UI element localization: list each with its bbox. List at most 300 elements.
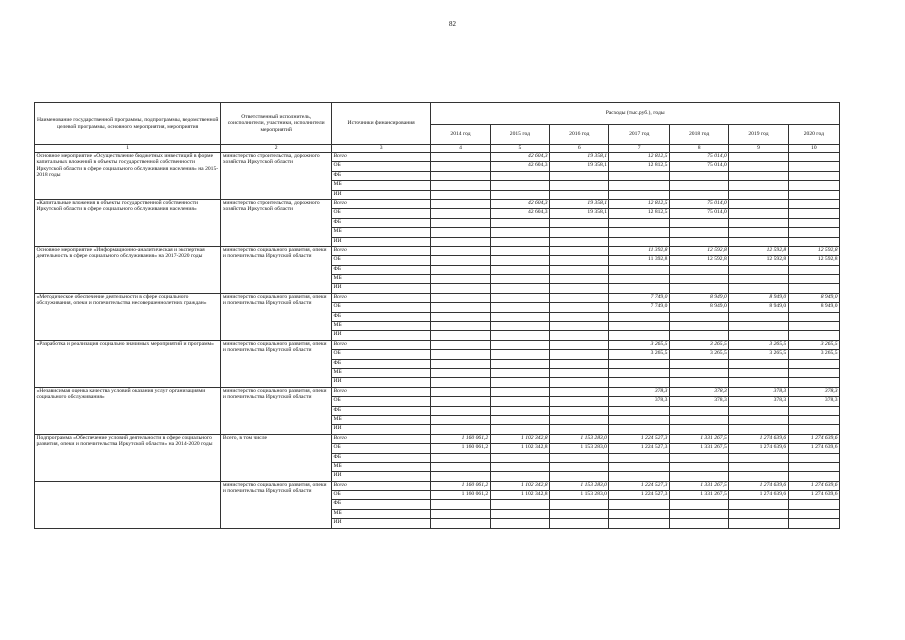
amount-cell [729, 453, 788, 462]
funding-source: ИИ [331, 472, 430, 481]
amount-cell [669, 378, 728, 387]
funding-source: ИИ [331, 237, 430, 246]
column-number: 9 [729, 145, 788, 153]
amount-cell [431, 462, 490, 471]
amount-cell [788, 331, 839, 340]
amount-cell [431, 359, 490, 368]
amount-cell [609, 462, 669, 471]
amount-cell [729, 190, 788, 199]
amount-cell [788, 228, 839, 237]
funding-source: Всего [331, 340, 430, 349]
amount-cell: 12 592,8 [788, 256, 839, 265]
amount-cell [490, 303, 549, 312]
amount-cell [609, 265, 669, 274]
amount-cell [729, 181, 788, 190]
amount-cell [550, 284, 609, 293]
amount-cell: 19 358,1 [550, 153, 609, 162]
executor: министерство социального развития, опеки и попечительства Иркутской области [221, 293, 332, 340]
amount-cell [490, 256, 549, 265]
funding-source: Всего [331, 153, 430, 162]
amount-cell [788, 425, 839, 434]
amount-cell [550, 387, 609, 396]
amount-cell [550, 237, 609, 246]
table-row [35, 387, 840, 396]
amount-cell [490, 284, 549, 293]
amount-cell: 12 592,8 [788, 246, 839, 255]
amount-cell: 1 160 061,2 [431, 434, 490, 443]
header-year: 2020 год [788, 125, 839, 145]
amount-cell [788, 181, 839, 190]
amount-cell [788, 500, 839, 509]
amount-cell [609, 171, 669, 180]
amount-cell [788, 519, 839, 528]
amount-cell [431, 218, 490, 227]
measure-name: Подпрограмма «Обеспечение условий деятельности в сфере социального развития, опеки и попечительства Иркутской области» на 2014-2020 годы [35, 434, 221, 481]
amount-cell: 8 949,0 [788, 293, 839, 302]
measure-name: «Методическое обеспечение деятельности в сфере социального обслуживания, опеки и попечительства несовершеннолетних граждан» [35, 293, 221, 340]
amount-cell [550, 228, 609, 237]
executor: министерство социального развития, опеки и попечительства Иркутской области [221, 340, 332, 387]
amount-cell: 42 604,3 [490, 209, 549, 218]
amount-cell [609, 406, 669, 415]
table-body [35, 153, 840, 529]
amount-cell [669, 472, 728, 481]
funding-source: ФБ [331, 265, 430, 274]
amount-cell [729, 265, 788, 274]
amount-cell [609, 509, 669, 518]
amount-cell [490, 350, 549, 359]
amount-cell [431, 406, 490, 415]
amount-cell [609, 284, 669, 293]
amount-cell [609, 228, 669, 237]
amount-cell [550, 171, 609, 180]
amount-cell: 1 153 283,0 [550, 444, 609, 453]
amount-cell [609, 275, 669, 284]
amount-cell [431, 397, 490, 406]
amount-cell: 12 812,5 [609, 162, 669, 171]
amount-cell [490, 181, 549, 190]
funding-source: ОБ [331, 162, 430, 171]
table-row [35, 246, 840, 255]
amount-cell [609, 359, 669, 368]
executor: министерство социального развития, опеки и попечительства Иркутской области [221, 387, 332, 434]
amount-cell: 1 274 639,6 [788, 491, 839, 500]
amount-cell [729, 500, 788, 509]
amount-cell [788, 368, 839, 377]
amount-cell: 3 265,5 [609, 350, 669, 359]
table-row [35, 199, 840, 208]
amount-cell [788, 472, 839, 481]
amount-cell [431, 378, 490, 387]
funding-source: ИИ [331, 284, 430, 293]
amount-cell [431, 340, 490, 349]
amount-cell: 75 014,0 [669, 209, 728, 218]
amount-cell [431, 350, 490, 359]
amount-cell [609, 415, 669, 424]
amount-cell [669, 218, 728, 227]
amount-cell [431, 265, 490, 274]
executor: министерство социального развития, опеки и попечительства Иркутской области [221, 246, 332, 293]
amount-cell [431, 181, 490, 190]
funding-source: МБ [331, 228, 430, 237]
header-year: 2015 год [490, 125, 549, 145]
amount-cell [609, 218, 669, 227]
amount-cell: 1 274 639,6 [729, 491, 788, 500]
amount-cell [550, 509, 609, 518]
amount-cell: 8 949,0 [669, 303, 728, 312]
amount-cell [729, 209, 788, 218]
amount-cell: 8 949,0 [729, 303, 788, 312]
amount-cell [729, 406, 788, 415]
column-number: 3 [331, 145, 430, 153]
amount-cell [669, 415, 728, 424]
amount-cell [490, 190, 549, 199]
measure-name [35, 481, 221, 528]
amount-cell [669, 331, 728, 340]
column-number: 2 [221, 145, 332, 153]
amount-cell [490, 368, 549, 377]
amount-cell [550, 453, 609, 462]
amount-cell: 12 592,8 [729, 256, 788, 265]
column-number: 10 [788, 145, 839, 153]
funding-source: МБ [331, 509, 430, 518]
amount-cell: 378,3 [788, 387, 839, 396]
amount-cell: 1 331 267,5 [669, 434, 728, 443]
amount-cell: 3 265,5 [788, 340, 839, 349]
amount-cell [431, 209, 490, 218]
amount-cell [609, 190, 669, 199]
amount-cell [729, 171, 788, 180]
amount-cell [431, 237, 490, 246]
amount-cell: 1 224 527,3 [609, 481, 669, 490]
amount-cell: 19 358,1 [550, 209, 609, 218]
funding-source: ИИ [331, 519, 430, 528]
amount-cell [609, 322, 669, 331]
financing-table [34, 102, 840, 529]
funding-source: ФБ [331, 218, 430, 227]
amount-cell: 378,3 [788, 397, 839, 406]
amount-cell [490, 218, 549, 227]
amount-cell [431, 472, 490, 481]
amount-cell [550, 275, 609, 284]
header-year: 2019 год [729, 125, 788, 145]
amount-cell [609, 181, 669, 190]
amount-cell: 3 265,5 [788, 350, 839, 359]
measure-name: Основное мероприятие «Осуществление бюджетных инвестиций в форме капитальных вложений в объекты государственной собственности Иркутской области в сфере социального обслуживания населения» на 2015-2018 годы [35, 153, 221, 200]
measure-name: «Разработка и реализация социально значимых мероприятий и программ» [35, 340, 221, 387]
amount-cell [609, 312, 669, 321]
executor: Всего, в том числе [221, 434, 332, 481]
amount-cell [729, 378, 788, 387]
funding-source: ИИ [331, 331, 430, 340]
funding-source: Всего [331, 246, 430, 255]
amount-cell [550, 265, 609, 274]
header-sources: Источники финансирования [331, 103, 430, 145]
amount-cell [431, 153, 490, 162]
amount-cell [729, 218, 788, 227]
amount-cell [729, 322, 788, 331]
table-row [35, 340, 840, 349]
amount-cell: 12 812,5 [609, 153, 669, 162]
amount-cell: 378,3 [669, 397, 728, 406]
amount-cell [550, 190, 609, 199]
amount-cell [550, 500, 609, 509]
amount-cell: 3 265,5 [609, 340, 669, 349]
amount-cell [669, 500, 728, 509]
table-row [35, 481, 840, 490]
amount-cell: 378,3 [609, 397, 669, 406]
amount-cell: 378,3 [729, 387, 788, 396]
amount-cell [669, 519, 728, 528]
amount-cell [431, 199, 490, 208]
amount-cell [729, 199, 788, 208]
amount-cell [788, 406, 839, 415]
executor: министерство строительства, дорожного хозяйства Иркутской области [221, 153, 332, 200]
amount-cell: 8 949,0 [788, 303, 839, 312]
amount-cell [788, 190, 839, 199]
amount-cell [550, 406, 609, 415]
column-number: 6 [550, 145, 609, 153]
amount-cell [431, 246, 490, 255]
funding-source: ОБ [331, 209, 430, 218]
amount-cell [431, 415, 490, 424]
amount-cell [669, 181, 728, 190]
amount-cell: 378,3 [729, 397, 788, 406]
amount-cell: 1 153 283,0 [550, 481, 609, 490]
amount-cell [431, 293, 490, 302]
amount-cell [431, 322, 490, 331]
amount-cell [729, 237, 788, 246]
amount-cell [431, 453, 490, 462]
amount-cell [788, 322, 839, 331]
amount-cell [729, 312, 788, 321]
amount-cell: 1 160 061,2 [431, 444, 490, 453]
amount-cell [788, 462, 839, 471]
amount-cell [729, 415, 788, 424]
amount-cell [609, 368, 669, 377]
amount-cell [490, 519, 549, 528]
amount-cell: 12 812,5 [609, 199, 669, 208]
amount-cell [669, 322, 728, 331]
amount-cell [490, 237, 549, 246]
amount-cell: 1 331 267,5 [669, 491, 728, 500]
amount-cell [609, 472, 669, 481]
amount-cell: 1 274 639,6 [788, 481, 839, 490]
amount-cell: 19 358,1 [550, 199, 609, 208]
amount-cell [609, 425, 669, 434]
amount-cell [431, 509, 490, 518]
amount-cell [669, 265, 728, 274]
amount-cell: 3 265,5 [669, 350, 728, 359]
amount-cell: 12 592,8 [729, 246, 788, 255]
funding-source: ФБ [331, 312, 430, 321]
amount-cell: 3 265,5 [729, 350, 788, 359]
amount-cell: 1 160 061,2 [431, 481, 490, 490]
amount-cell [669, 237, 728, 246]
amount-cell: 42 604,3 [490, 162, 549, 171]
funding-source: ОБ [331, 303, 430, 312]
amount-cell [490, 322, 549, 331]
funding-source: ОБ [331, 256, 430, 265]
amount-cell [729, 162, 788, 171]
amount-cell [669, 312, 728, 321]
amount-cell [788, 199, 839, 208]
header-year: 2017 год [609, 125, 669, 145]
amount-cell: 1 153 283,0 [550, 491, 609, 500]
amount-cell [490, 228, 549, 237]
amount-cell [729, 519, 788, 528]
amount-cell [609, 500, 669, 509]
header-year: 2018 год [669, 125, 728, 145]
amount-cell: 1 224 527,3 [609, 434, 669, 443]
amount-cell [490, 275, 549, 284]
amount-cell: 75 014,0 [669, 153, 728, 162]
amount-cell [609, 453, 669, 462]
amount-cell: 7 749,0 [609, 303, 669, 312]
amount-cell [788, 378, 839, 387]
amount-cell [431, 368, 490, 377]
table-row [35, 434, 840, 443]
amount-cell [490, 331, 549, 340]
amount-cell [729, 275, 788, 284]
column-number-row [35, 145, 840, 153]
amount-cell: 1 274 639,6 [788, 434, 839, 443]
amount-cell [550, 303, 609, 312]
amount-cell: 8 949,0 [669, 293, 728, 302]
amount-cell [550, 415, 609, 424]
amount-cell [669, 190, 728, 199]
amount-cell: 1 102 342,8 [490, 444, 549, 453]
amount-cell [669, 284, 728, 293]
amount-cell [729, 425, 788, 434]
funding-source: ФБ [331, 171, 430, 180]
amount-cell [431, 500, 490, 509]
amount-cell: 1 274 639,6 [729, 434, 788, 443]
amount-cell: 1 274 639,6 [788, 444, 839, 453]
amount-cell [431, 303, 490, 312]
amount-cell: 1 274 639,6 [729, 481, 788, 490]
amount-cell: 1 331 267,5 [669, 444, 728, 453]
amount-cell [729, 509, 788, 518]
funding-source: ИИ [331, 425, 430, 434]
amount-cell [669, 425, 728, 434]
amount-cell: 1 274 639,6 [729, 444, 788, 453]
amount-cell: 12 812,5 [609, 209, 669, 218]
amount-cell: 75 014,0 [669, 162, 728, 171]
amount-cell [490, 359, 549, 368]
amount-cell: 42 604,3 [490, 153, 549, 162]
amount-cell [669, 359, 728, 368]
funding-source: ОБ [331, 444, 430, 453]
amount-cell [788, 359, 839, 368]
executor: министерство строительства, дорожного хозяйства Иркутской области [221, 199, 332, 246]
amount-cell: 378,3 [669, 387, 728, 396]
amount-cell [431, 387, 490, 396]
amount-cell [490, 378, 549, 387]
amount-cell [788, 209, 839, 218]
amount-cell [490, 425, 549, 434]
amount-cell: 378,3 [609, 387, 669, 396]
amount-cell [550, 368, 609, 377]
amount-cell [490, 387, 549, 396]
executor: министерство социального развития, опеки и попечительства Иркутской области [221, 481, 332, 528]
amount-cell [669, 453, 728, 462]
amount-cell [788, 453, 839, 462]
amount-cell [729, 228, 788, 237]
amount-cell: 11 392,8 [609, 246, 669, 255]
column-number: 5 [490, 145, 549, 153]
amount-cell [729, 153, 788, 162]
amount-cell [550, 322, 609, 331]
amount-cell [669, 509, 728, 518]
funding-source: Всего [331, 199, 430, 208]
amount-cell [550, 462, 609, 471]
amount-cell [729, 368, 788, 377]
funding-source: Всего [331, 387, 430, 396]
funding-source: ОБ [331, 397, 430, 406]
amount-cell [490, 312, 549, 321]
amount-cell [788, 312, 839, 321]
amount-cell: 42 604,3 [490, 199, 549, 208]
funding-source: МБ [331, 275, 430, 284]
measure-name: Основное мероприятие «Информационно-аналитическая и экспертная деятельность в сфере социального обслуживания» на 2017-2020 годы [35, 246, 221, 293]
amount-cell [729, 462, 788, 471]
amount-cell [550, 246, 609, 255]
amount-cell: 1 102 342,8 [490, 491, 549, 500]
amount-cell [550, 425, 609, 434]
amount-cell [490, 509, 549, 518]
measure-name: «Капитальные вложения в объекты государственной собственности Иркутской области в сфере социального обслуживания населения» [35, 199, 221, 246]
amount-cell [550, 350, 609, 359]
column-number: 8 [669, 145, 728, 153]
measure-name: «Независимая оценка качества условий оказания услуг организациями социального обслуживания» [35, 387, 221, 434]
amount-cell [490, 397, 549, 406]
amount-cell [609, 331, 669, 340]
amount-cell [788, 275, 839, 284]
amount-cell [550, 181, 609, 190]
column-number: 1 [35, 145, 221, 153]
amount-cell [431, 256, 490, 265]
column-number: 7 [609, 145, 669, 153]
amount-cell [669, 406, 728, 415]
funding-source: Всего [331, 481, 430, 490]
table-row [35, 153, 840, 162]
amount-cell: 11 392,8 [609, 256, 669, 265]
amount-cell [788, 153, 839, 162]
amount-cell [788, 218, 839, 227]
amount-cell [431, 519, 490, 528]
amount-cell [490, 500, 549, 509]
amount-cell [788, 284, 839, 293]
amount-cell [550, 340, 609, 349]
amount-cell [550, 293, 609, 302]
funding-source: ФБ [331, 406, 430, 415]
funding-source: ИИ [331, 190, 430, 199]
amount-cell: 3 265,5 [729, 340, 788, 349]
amount-cell [490, 171, 549, 180]
amount-cell [729, 359, 788, 368]
amount-cell [490, 462, 549, 471]
amount-cell [490, 246, 549, 255]
amount-cell [490, 406, 549, 415]
amount-cell: 1 102 342,8 [490, 434, 549, 443]
amount-cell [788, 162, 839, 171]
amount-cell [788, 509, 839, 518]
amount-cell [729, 284, 788, 293]
amount-cell [550, 331, 609, 340]
amount-cell [490, 265, 549, 274]
amount-cell [669, 462, 728, 471]
